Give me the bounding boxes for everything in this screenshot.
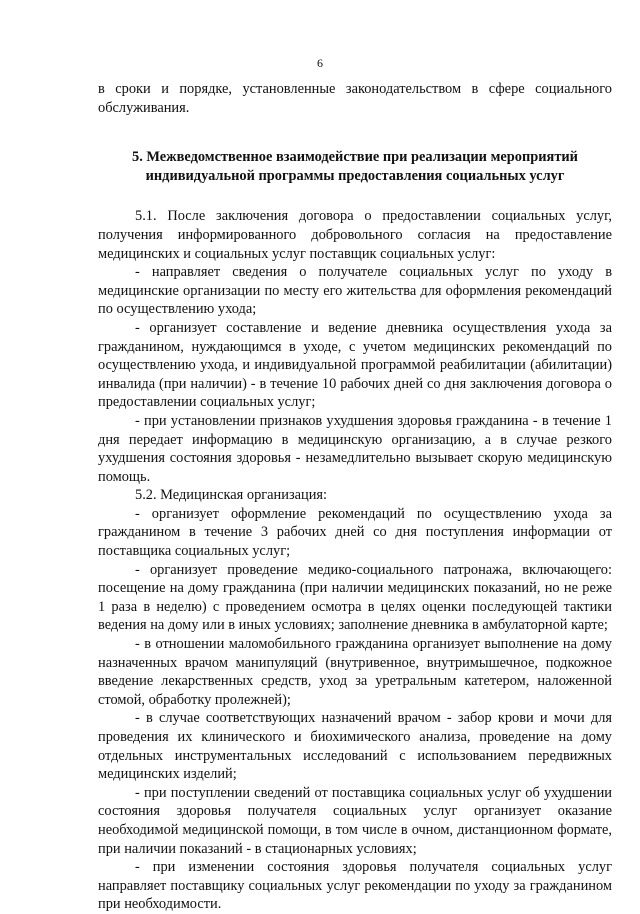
section-heading: 5. Межведомственное взаимодействие при реализации мероприятий индивидуальной программы предоставления социальных услуг: [132, 149, 578, 184]
list-item: - организует проведение медико-социального патронажа, включающего: посещение на дому гражданина (при наличии медицинских показаний, но не реже 1 раза в неделю) с проведением осмотра в целях оценки последующей тактики ведения на дому или в иных условиях; заполнение дневника в амбулаторной карте;: [98, 561, 612, 634]
paragraph-5-1: 5.1. После заключения договора о предоставлении социальных услуг, получения информированного добровольного согласия на предоставление медицинских и социальных услуг поставщик социальных услуг:: [98, 208, 612, 262]
page-number: 6: [317, 56, 323, 70]
list-item: - при поступлении сведений от поставщика социальных услуг об ухудшении состояния здоровья получателя социальных услуг организует оказание необходимой медицинской помощи, в том числе в очном, дистанционном формате, при наличии показаний - в стационарных условиях;: [98, 784, 612, 857]
intro-paragraph: в сроки и порядке, установленные законодательством в сфере социального обслуживания.: [98, 81, 612, 116]
list-item: - организует составление и ведение дневника осуществления ухода за гражданином, нуждающимся в уходе, с учетом медицинских рекомендаций по осуществлению ухода, и индивидуальной программой реабилитации (абилитации) инвалида (при наличии) - в течение 10 рабочих дней со дня заключения договора о предоставлении социальных услуг;: [98, 319, 612, 411]
list-item: - при установлении признаков ухудшения здоровья гражданина - в течение 1 дня передает информацию в медицинскую организацию, а в случае резкого ухудшения состояния здоровья - незамедлительно вызывает скорую медицинскую помощь.: [98, 412, 612, 485]
list-item: - организует оформление рекомендаций по осуществлению ухода за гражданином в течение 3 рабочих дней со дня поступления информации от поставщика социальных услуг;: [98, 505, 612, 560]
paragraph-5-2: 5.2. Медицинская организация:: [135, 487, 328, 504]
list-item: - направляет сведения о получателе социальных услуг по уходу в медицинские организации по месту его жительства для оформления рекомендаций по осуществлению ухода;: [98, 264, 612, 318]
list-item: - в случае соответствующих назначений врачом - забор крови и мочи для проведения их клинического и биохимического анализа, проведение на дому отдельных инструментальных исследований с использованием передвижных медицинских изделий;: [98, 710, 612, 783]
document-body: [98, 80, 612, 914]
list-item: - в отношении маломобильного гражданина организует выполнение на дому назначенных врачом манипуляций (внутривенное, внутримышечное, подкожное введение лекарственных средств, уход за уретральным катетером, наложенной стомой, обработку пролежней);: [98, 636, 612, 708]
list-item: - при изменении состояния здоровья получателя социальных услуг направляет поставщику социальных услуг рекомендации по уходу за гражданином при необходимости.: [98, 859, 612, 913]
